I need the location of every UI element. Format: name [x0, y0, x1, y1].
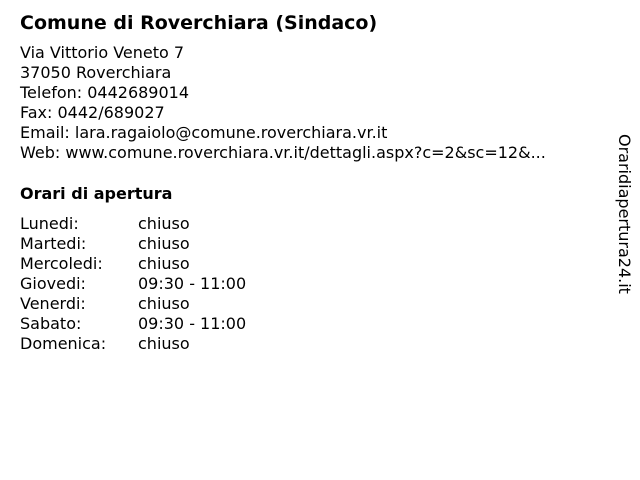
page-title: Comune di Roverchiara (Sindaco): [20, 12, 378, 34]
address-line: Via Vittorio Veneto 7: [20, 43, 185, 62]
hours-value: chiuso: [138, 254, 190, 273]
day-label: Domenica:: [20, 334, 107, 353]
contact-block: [20, 43, 546, 163]
day-label: Giovedi:: [20, 274, 86, 293]
hours-value: chiuso: [138, 334, 190, 353]
hours-value: chiuso: [138, 294, 190, 313]
email-line: Email: lara.ragaiolo@comune.roverchiara.vr.it: [20, 123, 388, 142]
hours-value: 09:30 - 11:00: [138, 274, 247, 293]
site-watermark: Oraridiapertura24.it: [615, 134, 634, 294]
city-line: 37050 Roverchiara: [20, 63, 172, 82]
web-line: Web: www.comune.roverchiara.vr.it/dettagli.aspx?c=2&sc=12&...: [20, 143, 546, 162]
hours-value: 09:30 - 11:00: [138, 314, 247, 333]
fax-line: Fax: 0442/689027: [20, 103, 165, 122]
day-label: Sabato:: [20, 314, 82, 333]
phone-line: Telefon: 0442689014: [20, 83, 190, 102]
day-label: Lunedi:: [20, 214, 79, 233]
day-label: Venerdi:: [20, 294, 86, 313]
opening-hours-heading: Orari di apertura: [20, 184, 173, 203]
day-label: Mercoledi:: [20, 254, 103, 273]
hours-value: chiuso: [138, 234, 190, 253]
hours-value: chiuso: [138, 214, 190, 233]
day-label: Martedi:: [20, 234, 87, 253]
